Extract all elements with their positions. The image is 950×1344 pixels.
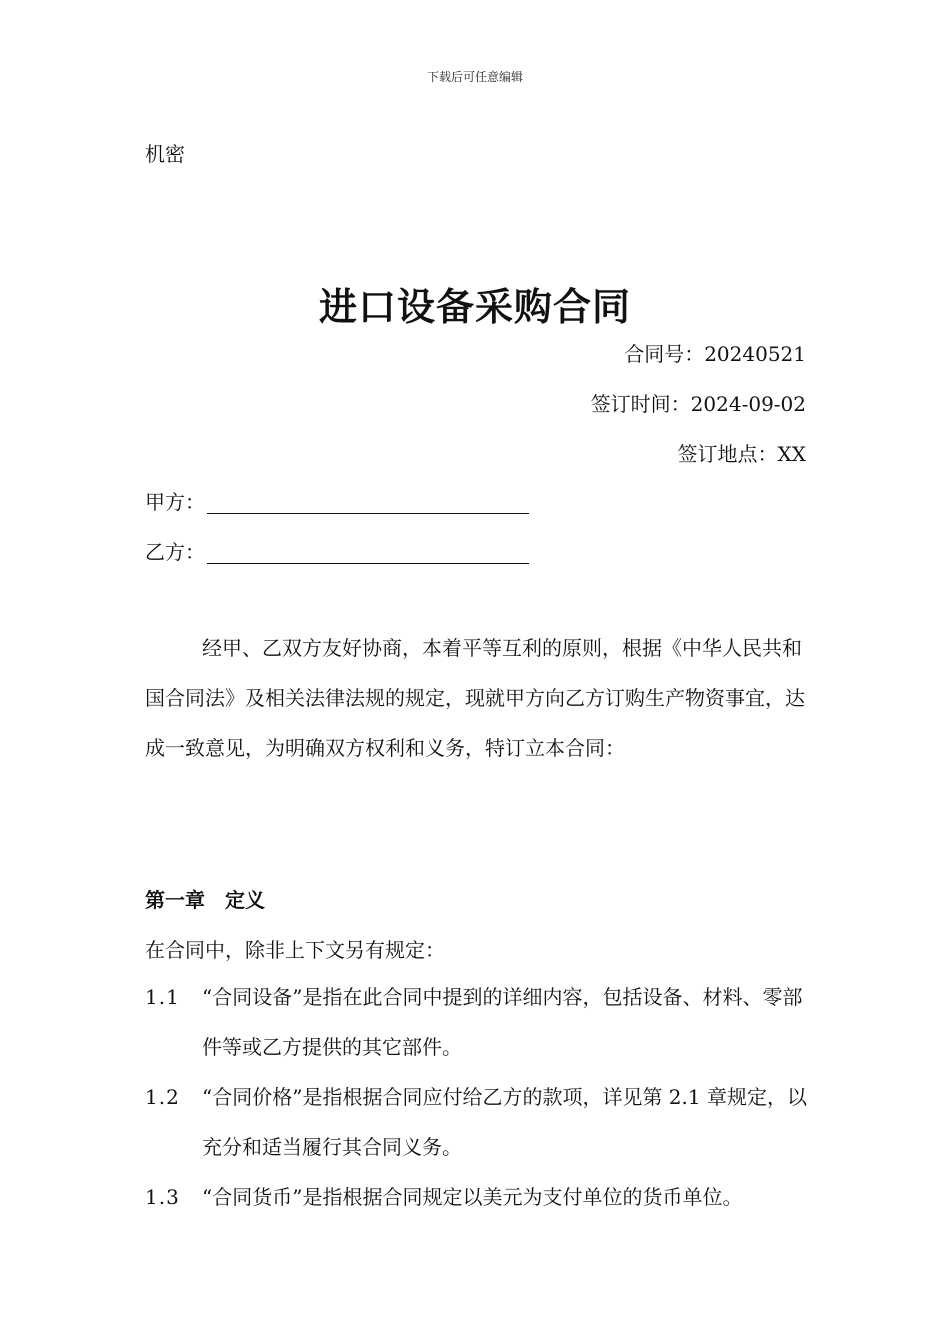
chapter-heading bbox=[145, 884, 265, 913]
party-b-label: 乙方： bbox=[145, 540, 205, 564]
party-a-label: 甲方： bbox=[145, 490, 205, 514]
confidential-label: 机密 bbox=[145, 142, 185, 166]
contract-title: 进口设备采购合同 bbox=[318, 285, 631, 329]
clause-number: 1.2 bbox=[145, 1085, 180, 1109]
preamble-paragraph: 经甲、乙双方友好协商，本着平等互利的原则，根据《中华人民共和国合同法》及相关法律法规的规定，现就甲方向乙方订购生产物资事宜，达成一致意见，为明确双方权利和义务，特订立本合同： bbox=[145, 636, 805, 760]
clause-item bbox=[145, 1172, 825, 1222]
signing-date: 签订时间：2024-09-02 bbox=[590, 392, 806, 416]
party-b-blank[interactable] bbox=[207, 541, 529, 564]
clause-number: 1.3 bbox=[145, 1185, 180, 1209]
chapter-intro: 在合同中，除非上下文另有规定： bbox=[145, 938, 445, 962]
chapter-title: 定义 bbox=[225, 888, 265, 912]
party-a-row bbox=[145, 486, 529, 515]
clause-item bbox=[145, 972, 807, 1072]
header-note: 下载后可任意编辑 bbox=[426, 70, 523, 84]
party-b-row bbox=[145, 536, 529, 565]
clause-item bbox=[145, 1072, 807, 1172]
party-a-blank[interactable] bbox=[207, 491, 529, 514]
clause-text: “合同价格”是指根据合同应付给乙方的款项，详见第 2.1 章规定，以充分和适当履行其合同义务。 bbox=[202, 1085, 807, 1159]
clause-text: “合同货币”是指根据合同规定以美元为支付单位的货币单位。 bbox=[202, 1185, 743, 1209]
chapter-number: 第一章 bbox=[145, 888, 205, 912]
signing-place: 签订地点：XX bbox=[677, 442, 806, 466]
clause-number: 1.1 bbox=[145, 985, 180, 1009]
contract-number: 合同号：20240521 bbox=[624, 342, 806, 366]
clause-text: “合同设备”是指在此合同中提到的详细内容，包括设备、材料、零部件等或乙方提供的其它部件。 bbox=[202, 985, 803, 1059]
